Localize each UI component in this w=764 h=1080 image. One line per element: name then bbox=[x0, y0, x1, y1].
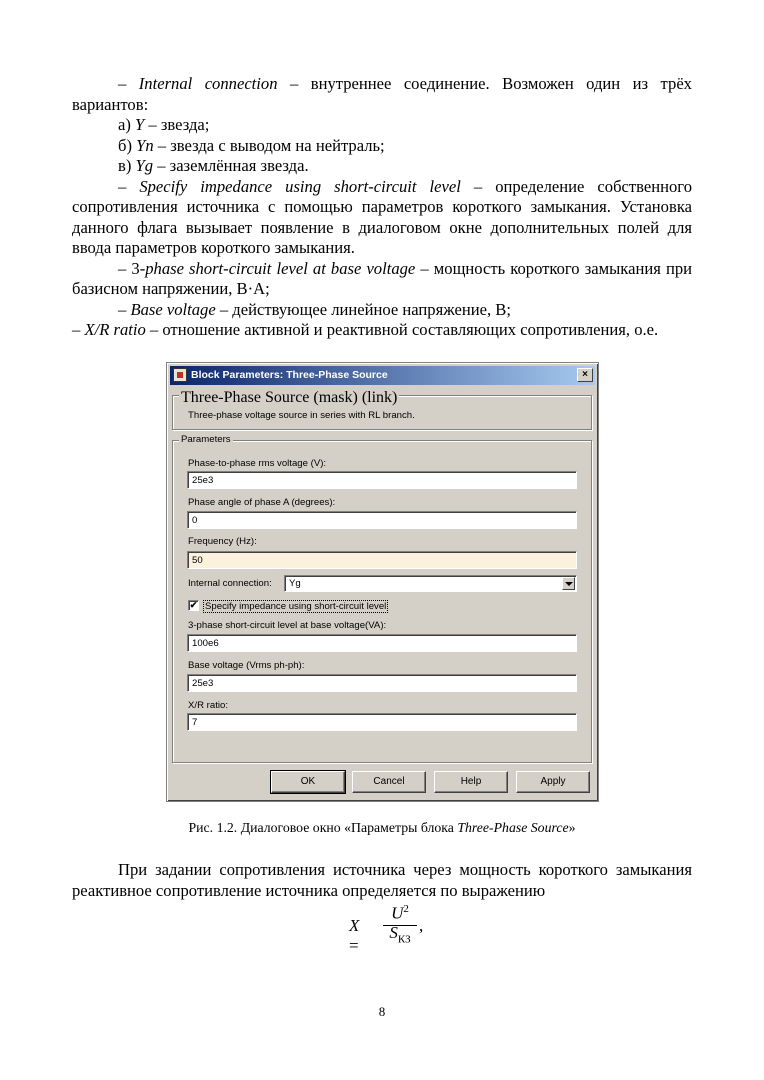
paragraph-specify-impedance: – Specify impedance using short-circuit level – определение собственного сопротивления источника с помощью параметров короткого замыкания. Установка данного флага вызывает появление в диалоговом окне дополнительных полей для ввода параметров короткого замыкания. bbox=[72, 176, 692, 257]
specify-impedance-checkbox[interactable]: ✔ bbox=[189, 600, 198, 610]
option-y: а) Y – звезда; bbox=[118, 115, 210, 134]
xr-ratio-label: X/R ratio: bbox=[188, 700, 228, 711]
frequency-input[interactable]: 50 bbox=[187, 551, 577, 569]
internal-connection-value: Yg bbox=[289, 578, 301, 589]
body-text-top bbox=[72, 74, 692, 341]
phase-angle-label: Phase angle of phase A (degrees): bbox=[188, 497, 336, 508]
page-number: 8 bbox=[378, 1004, 386, 1019]
phase-angle-input[interactable]: 0 bbox=[187, 511, 577, 529]
cancel-button[interactable]: Cancel bbox=[352, 771, 426, 793]
internal-connection-label: Internal connection: bbox=[188, 578, 272, 589]
parameters-group-label: Parameters bbox=[181, 434, 231, 445]
block-description: Three-phase voltage source in series with RL branch. bbox=[188, 410, 415, 421]
phase-voltage-input[interactable]: 25e3 bbox=[187, 471, 577, 489]
dialog-title: Block Parameters: Three-Phase Source bbox=[191, 369, 388, 381]
phase-voltage-label: Phase-to-phase rms voltage (V): bbox=[188, 458, 327, 469]
simulink-block-icon bbox=[173, 368, 187, 382]
xr-ratio-input[interactable]: 7 bbox=[187, 713, 577, 731]
paragraph-xr-ratio: – X/R ratio – отношение активной и реактивной составляющих сопротивления, о.е. bbox=[72, 320, 659, 339]
chevron-down-icon[interactable] bbox=[562, 577, 575, 590]
close-icon[interactable]: × bbox=[577, 368, 593, 382]
paragraph-base-voltage: – Base voltage – действующее линейное напряжение, В; bbox=[118, 299, 511, 319]
dialog-titlebar[interactable] bbox=[170, 366, 595, 385]
paragraph-internal-connection: – Internal connection – внутреннее соединение. Возможен один из трёх вариантов: bbox=[72, 74, 692, 114]
paragraph-reactance: При задании сопротивления источника через мощность короткого замыкания реактивное сопротивление источника определяется по выражению bbox=[72, 860, 692, 900]
figure-caption: Рис. 1.2. Диалоговое окно «Параметры блока Three-Phase Source» bbox=[188, 820, 576, 835]
base-voltage-input[interactable]: 25e3 bbox=[187, 674, 577, 692]
frequency-label: Frequency (Hz): bbox=[188, 536, 257, 547]
base-voltage-label: Base voltage (Vrms ph-ph): bbox=[188, 660, 305, 671]
short-circuit-level-label: 3-phase short-circuit level at base voltage(VA): bbox=[188, 620, 387, 631]
option-yn: б) Yn – звезда с выводом на нейтраль; bbox=[118, 135, 385, 155]
paragraph-short-circuit-level: – 3-phase short-circuit level at base voltage – мощность короткого замыкания при базисном напряжении, В·А; bbox=[72, 258, 693, 298]
apply-button[interactable]: Apply bbox=[516, 771, 590, 793]
specify-impedance-label[interactable]: Specify impedance using short-circuit level bbox=[205, 601, 387, 612]
mask-group-label: Three-Phase Source (mask) (link) bbox=[181, 389, 398, 406]
body-text-bottom bbox=[72, 860, 692, 901]
short-circuit-level-input[interactable]: 100e6 bbox=[187, 634, 577, 652]
help-button[interactable]: Help bbox=[434, 771, 508, 793]
option-yg: в) Yg – заземлённая звезда. bbox=[118, 156, 309, 175]
internal-connection-select[interactable] bbox=[284, 575, 577, 592]
ok-button[interactable]: OK bbox=[271, 771, 345, 793]
